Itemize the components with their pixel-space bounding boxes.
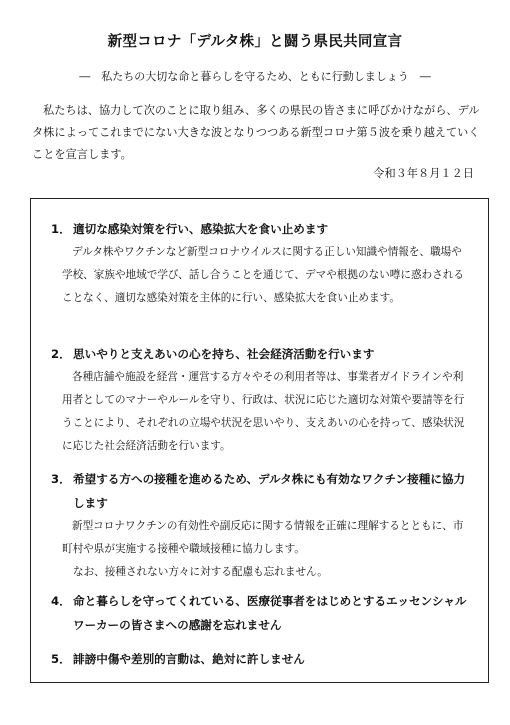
declaration-subtitle: ― 私たちの大切な命と暮らしを守るため、ともに行動しましょう ―	[79, 70, 431, 83]
item-heading-text: 適切な感染対策を行い、感染拡大を食い止めます	[73, 222, 329, 236]
declaration-items-box	[30, 198, 489, 683]
item-body-text: 各種店舗や施設を経営・運営する方々やその利用者等は、事業者ガイドラインや利用者としてのマナーやルールを守り、行政は、状況に応じた適切な対策や要請等を行うことにより、それぞれの立場や状況を思いやり、支えあいの心を持って、感染状況に応じた社会経済活動を行います。	[62, 371, 465, 452]
intro-paragraph: 私たちは、協力して次のことに取り組み、多くの県民の皆さまに呼びかけながら、デルタ株によってこれまでにない大きな波となりつつある新型コロナ第５波を乗り越えていくことを宣言します。	[32, 104, 480, 161]
item-heading-text: 誹謗中傷や差別的言動は、絶対に許しません	[73, 652, 305, 666]
declaration-item-5	[51, 647, 471, 671]
item-heading-text: 命と暮らしを守ってくれている、医療従事者をはじめとするエッセンシャルワーカーの皆さまへの感謝を忘れません	[73, 594, 467, 632]
declaration-item-1	[51, 217, 471, 310]
item-body-text: デルタ株やワクチンなど新型コロナウイルスに関する正しい知識や情報を、職場や学校、家族や地域で学び、話し合うことを通じて、デマや根拠のない噂に惑わされることなく、適切な感染対策を主体的に行い、感染拡大を食い止めます。	[62, 246, 464, 304]
item-heading-text: 希望する方への接種を進めるため、デルタ株にも有効なワクチン接種に協力します	[73, 472, 466, 510]
item-body-note: なお、接種されない方々に対する配慮も忘れません。	[73, 566, 328, 578]
item-number: 4．	[51, 594, 71, 608]
declaration-date: 令和３年８月１２日	[373, 167, 474, 180]
item-heading	[51, 217, 471, 241]
declaration-title: 新型コロナ「デルタ株」と闘う県民共同宣言	[107, 34, 403, 50]
item-heading	[51, 467, 471, 515]
item-heading	[51, 589, 471, 637]
item-body	[51, 366, 471, 458]
declaration-item-4	[51, 589, 471, 637]
item-body	[51, 241, 471, 310]
declaration-item-3	[51, 467, 471, 584]
item-heading	[51, 342, 471, 366]
declaration-item-2	[51, 342, 471, 458]
item-body-text: 新型コロナワクチンの有効性や副反応に関する情報を正確に理解するとともに、市町村や県が実施する接種や職域接種に協力します。	[62, 520, 464, 555]
item-heading	[51, 647, 471, 671]
item-number: 2．	[51, 347, 71, 361]
item-number: 5．	[51, 652, 71, 666]
item-number: 3．	[51, 472, 71, 486]
item-body	[51, 515, 471, 561]
item-number: 1．	[51, 222, 71, 236]
item-heading-text: 思いやりと支えあいの心を持ち、社会経済活動を行います	[73, 347, 375, 361]
